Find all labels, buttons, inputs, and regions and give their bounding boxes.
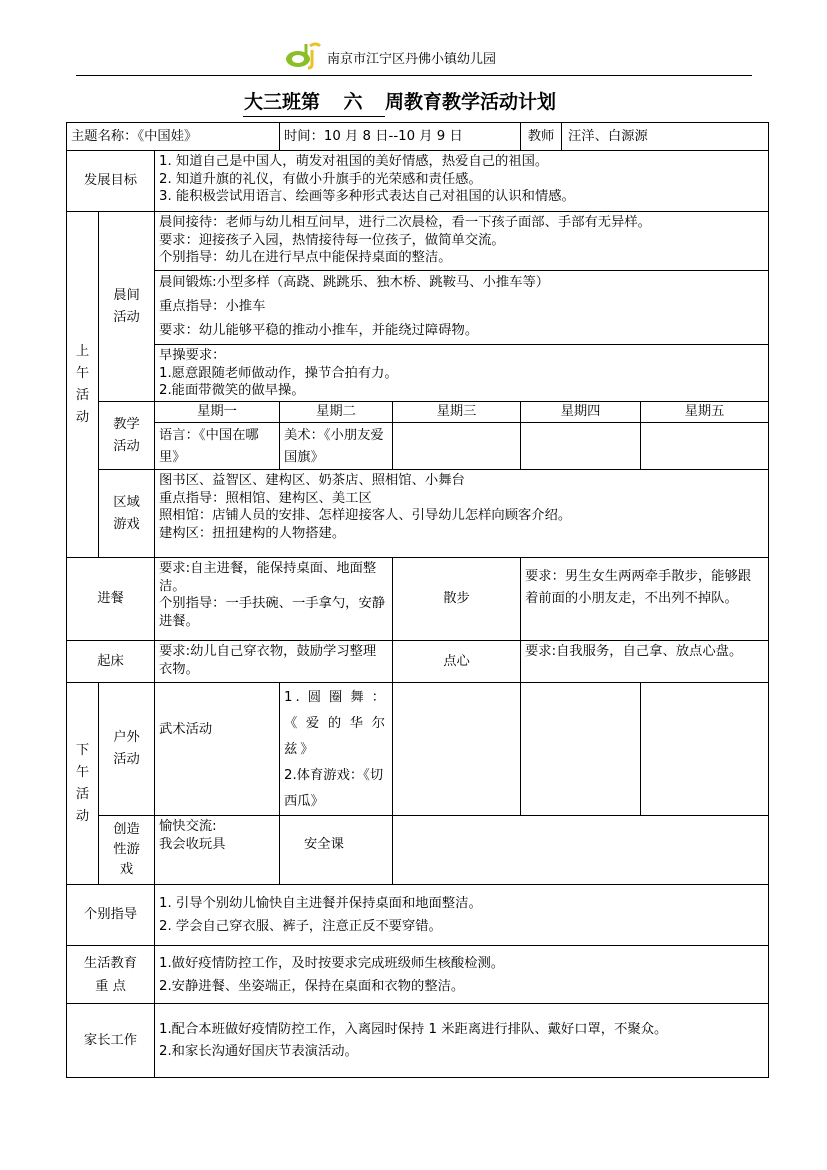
life-label-line: 生活教育 [83,955,138,971]
weekday-friday: 星期五 [641,402,769,423]
reception-line: 要求：迎接孩子入园，热情接待每一位孩子，做简单交流。 [159,232,505,248]
meal-line: 个别指导：一手扶碗、一手拿勺，安静进餐。 [159,596,386,629]
title-class: 大三班第 [243,88,321,117]
weekday-thursday: 星期四 [521,402,641,423]
teaching-friday [641,423,769,470]
theme-row [67,123,769,151]
life-row [67,946,769,1004]
page-title [243,88,556,118]
walk-content: 要求：男生女生两两牵手散步，能够跟着前面的小朋友走，不出列不掉队。 [521,558,769,641]
snack-label: 点心 [393,641,521,683]
morning-exercise [155,271,769,345]
weekday-wednesday: 星期三 [393,402,521,423]
creative-row [67,816,769,885]
goals-row [67,151,769,212]
meal-content [155,558,393,641]
outdoor-friday [641,683,769,816]
individual-content [155,885,769,946]
activity-plan-table [66,122,769,1078]
meal-line: 要求:自主进餐，能保持桌面、地面整洁。 [159,561,377,594]
page-header [0,0,827,80]
weekday-header-row [67,402,769,423]
outdoor-row [67,683,769,816]
wake-label: 起床 [67,641,155,683]
teacher-names: 汪洋、白源源 [568,128,648,144]
parent-row [67,1004,769,1078]
teacher-label: 教师 [521,123,562,150]
area-game-row [67,470,769,558]
goal-item: 3. 能积极尝试用语言、绘画等多种形式表达自己对祖国的认识和情感。 [159,189,575,204]
area-line: 建构区：扭扭建构的人物搭建。 [159,525,346,541]
individual-row [67,885,769,946]
life-content [155,946,769,1004]
early-activity-label: 晨间活动 [99,212,155,402]
parent-content [155,1004,769,1078]
creative-rest [393,816,769,885]
header-divider [76,75,752,76]
title-week: 六 [321,88,385,117]
goals-content [155,151,769,212]
teaching-thursday [521,423,641,470]
outdoor-thursday [521,683,641,816]
individual-line: 2. 学会自己穿衣服、裤子，注意正反不要穿错。 [159,919,442,934]
school-name: 南京市江宁区丹佛小镇幼儿园 [327,52,497,67]
theme-time: 时间：10 月 8 日--10 月 9 日 [280,123,521,151]
life-line: 2.安静进餐、坐姿端正，保持在桌面和衣物的整洁。 [159,978,465,994]
teaching-tuesday: 美术：《小朋友爱国旗》 [280,423,393,470]
creative-label: 创造性游戏 [99,816,155,885]
goals-label: 发展目标 [67,151,155,212]
area-game-label: 区域游戏 [99,470,155,558]
title-rest: 周教育教学活动计划 [385,91,557,113]
wake-row [67,641,769,683]
reception-line: 晨间接待：老师与幼儿相互问早，进行二次晨检，看一下孩子面部、手部有无异样。 [159,215,651,230]
meal-row [67,558,769,641]
morning-section-label: 上午活动 [67,212,99,558]
walk-label: 散步 [393,558,521,641]
individual-label: 个别指导 [67,885,155,946]
theme-label: 主题名称：《中国娃》 [67,123,280,151]
outdoor-wednesday [393,683,521,816]
life-label [67,946,155,1004]
exercise-line: 要求：幼儿能够平稳的推动小推车，并能绕过障碍物。 [159,323,479,338]
teaching-activity-label: 教学活动 [99,402,155,470]
drill-line: 1.愿意跟随老师做动作，操节合拍有力。 [159,365,398,381]
individual-line: 1. 引导个别幼儿愉快自主进餐并保持桌面和地面整洁。 [159,896,482,911]
creative-monday-line: 愉快交流: [159,819,217,834]
creative-monday-line: 我会收玩具 [159,836,226,852]
morning-exercise-row [67,271,769,345]
outdoor-label: 户外活动 [99,683,155,816]
goal-item: 2. 知道升旗的礼仪，有做小升旗手的光荣感和责任感。 [159,171,482,187]
wake-content: 要求:幼儿自己穿衣物，鼓励学习整理衣物。 [155,641,393,683]
morning-drill [155,345,769,402]
goal-item: 1. 知道自己是中国人，萌发对祖国的美好情感，热爱自己的祖国。 [159,154,549,169]
teaching-row [67,423,769,470]
parent-line: 2.和家长沟通好国庆节表演活动。 [159,1043,358,1059]
morning-reception-row [67,212,769,271]
weekday-tuesday: 星期二 [280,402,393,423]
life-label-line: 重 点 [95,978,126,994]
drill-line: 早操要求： [159,348,226,363]
morning-drill-row [67,345,769,402]
kindergarten-logo-icon [284,40,324,70]
outdoor-monday: 武术活动 [155,683,280,816]
teaching-wednesday [393,423,521,470]
area-line: 图书区、益智区、建构区、奶茶店、照相馆、小舞台 [159,473,465,488]
reception-line: 个别指导：幼儿在进行早点中能保持桌面的整洁。 [159,250,452,265]
outdoor-tuesday-line: 1.圆圈舞：《爱的华尔兹》 [284,690,388,757]
area-line: 重点指导：照相馆、建构区、美工区 [159,490,372,506]
creative-monday [155,816,280,885]
exercise-line: 晨间锻炼:小型多样（高跷、跳跳乐、独木桥、跳鞍马、小推车等） [159,275,550,290]
life-line: 1.做好疫情防控工作，及时按要求完成班级师生核酸检测。 [159,955,505,971]
area-game-content [155,470,769,558]
parent-line: 1.配合本班做好疫情防控工作，入离园时保持 1 米距离进行排队、戴好口罩，不聚众。 [159,1021,668,1037]
snack-content: 要求:自我服务，自己拿、放点心盘。 [521,641,769,683]
creative-tuesday: 安全课 [280,816,393,885]
area-line: 照相馆：店铺人员的安排、怎样迎接客人、引导幼儿怎样向顾客介绍。 [159,508,572,523]
morning-reception [155,212,769,271]
teaching-monday: 语言：《中国在哪里》 [155,423,280,470]
teacher-cell [521,123,769,151]
weekday-monday: 星期一 [155,402,280,423]
parent-label: 家长工作 [67,1004,155,1078]
outdoor-tuesday [280,683,393,816]
outdoor-tuesday-line: 2.体育游戏：《切西瓜》 [284,768,384,809]
meal-label: 进餐 [67,558,155,641]
drill-line: 2.能面带微笑的做早操。 [159,383,305,398]
afternoon-section-label: 下午活动 [67,683,99,885]
exercise-line: 重点指导：小推车 [159,299,266,314]
